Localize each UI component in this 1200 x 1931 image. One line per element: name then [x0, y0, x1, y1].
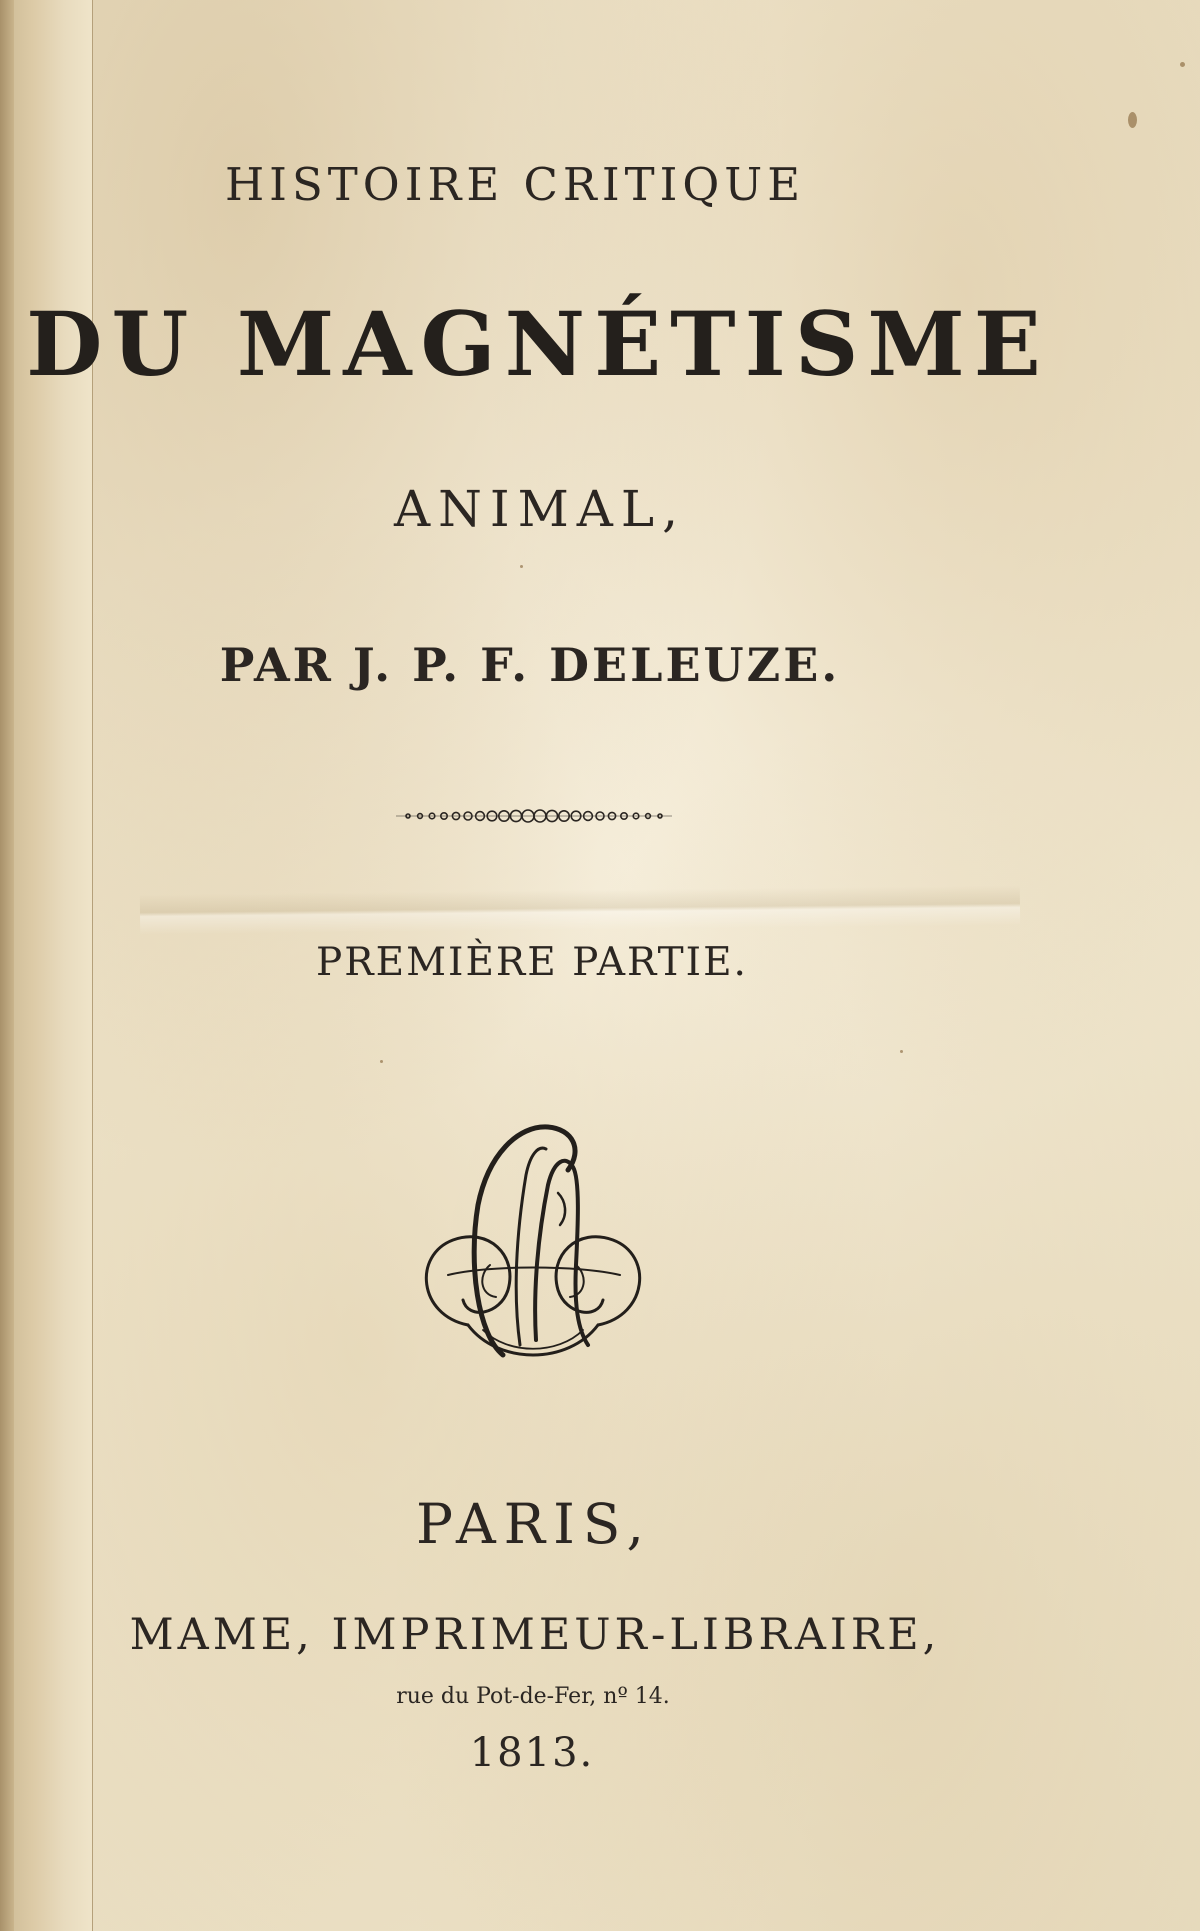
- paper-crease: [140, 885, 1020, 934]
- foxing-spot: [900, 1050, 903, 1053]
- foxing-spot: [1128, 112, 1137, 128]
- author-line: PAR J. P. F. DELEUZE.: [219, 638, 841, 692]
- foxing-spot: [1180, 62, 1185, 67]
- title-line-3: ANIMAL,: [393, 480, 686, 538]
- foxing-spot: [520, 565, 523, 568]
- year-line: 1813.: [469, 1730, 595, 1776]
- city-line: PARIS,: [415, 1492, 652, 1556]
- part-label: PREMIÈRE PARTIE.: [316, 940, 748, 985]
- title-line-1: HISTOIRE CRITIQUE: [224, 158, 806, 211]
- address-line: rue du Pot-de-Fer, nº 14.: [396, 1684, 670, 1709]
- monogram-icon: [408, 1115, 658, 1370]
- publisher-line: MAME, IMPRIMEUR-LIBRAIRE,: [129, 1610, 941, 1660]
- title-line-2: DU MAGNÉTISME: [26, 292, 1050, 396]
- foxing-spot: [380, 1060, 383, 1063]
- ornament-rule-icon: [396, 809, 672, 823]
